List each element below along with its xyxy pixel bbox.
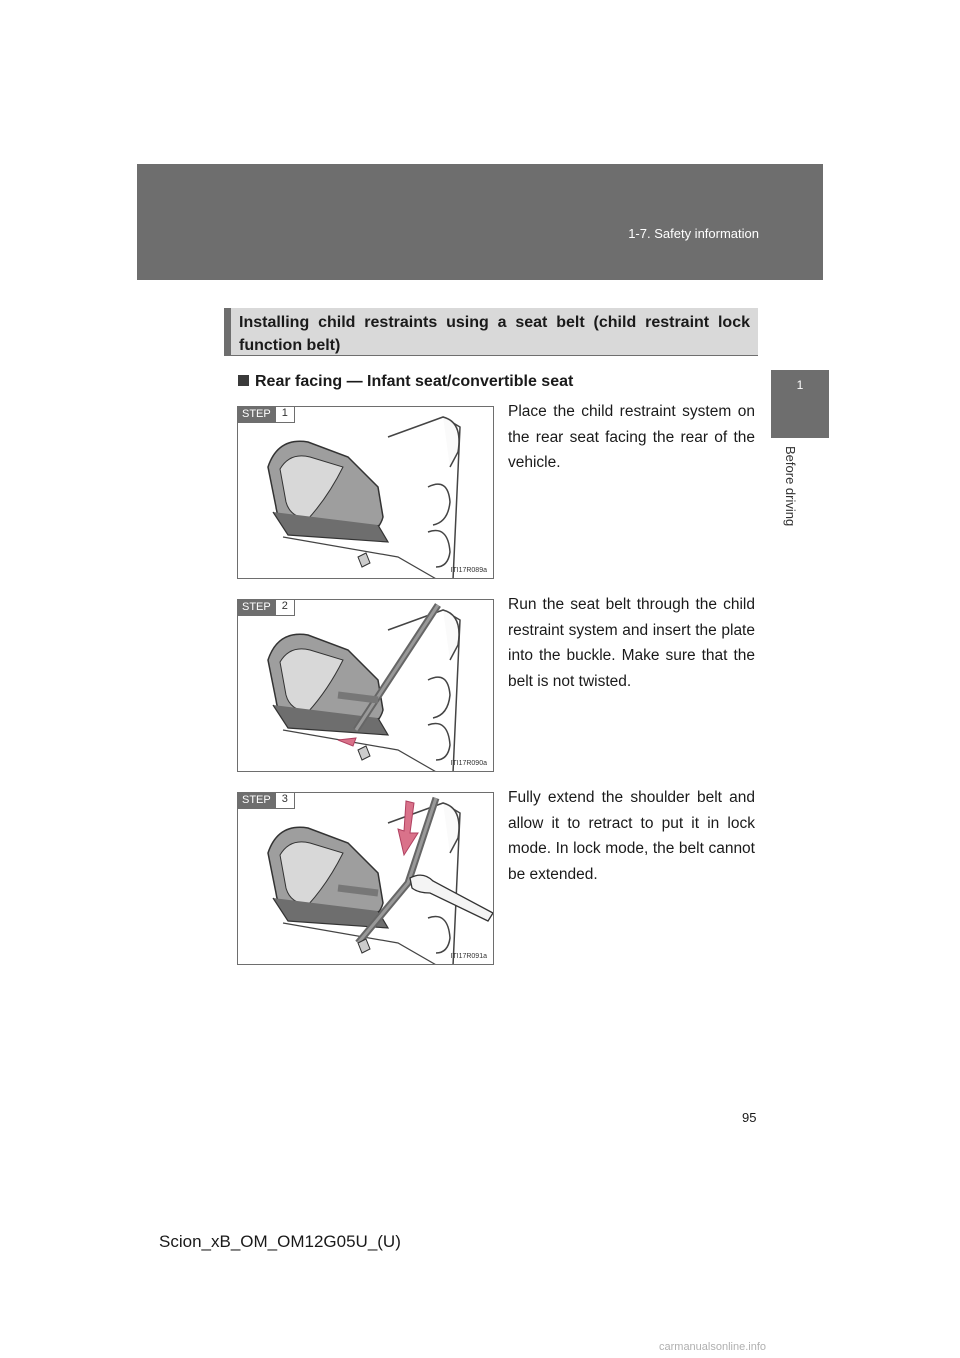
document-footer: Scion_xB_OM_OM12G05U_(U): [159, 1232, 401, 1251]
section-title: 1-7. Safety information: [628, 226, 759, 241]
chapter-number: 1: [796, 378, 804, 392]
step-tag: STEP 2: [238, 600, 295, 616]
square-bullet-icon: [238, 375, 249, 386]
step-tag: STEP 1: [238, 407, 295, 423]
step-3-text: Fully extend the shoulder belt and allow it to retract to put it in lock mode. In lock mode, the belt cannot be extended.: [508, 789, 755, 883]
figure-code: ITI17R090a: [450, 760, 487, 767]
chapter-label: Before driving: [783, 446, 798, 527]
section-heading: Installing child restraints using a seat belt (child restraint lock function belt): [224, 308, 758, 356]
step-3-figure: [237, 792, 494, 965]
belt-lock-illustration: [238, 793, 494, 965]
step-2-text: Run the seat belt through the child restraint system and insert the plate into the buckle. Make sure that the belt is not twisted.: [508, 596, 755, 690]
watermark: carmanualsonline.info: [659, 1341, 767, 1353]
page-number: 95: [742, 1110, 757, 1125]
step-tag: STEP 3: [238, 793, 295, 809]
child-seat-illustration: [238, 407, 494, 579]
step-1-figure: [237, 406, 494, 579]
subheading-text: Rear facing — Infant seat/convertible seat: [255, 373, 574, 390]
step-1-text: Place the child restraint system on the rear seat facing the rear of the vehicle.: [508, 403, 755, 471]
chapter-tab: [771, 370, 829, 438]
figure-code: ITI17R091a: [450, 953, 487, 960]
figure-code: ITI17R089a: [450, 567, 487, 574]
subheading: [238, 373, 573, 391]
section-header-band: [137, 164, 823, 280]
step-2-figure: [237, 599, 494, 772]
chapter-label-vertical: [784, 446, 798, 542]
child-seat-belt-illustration: [238, 600, 494, 772]
